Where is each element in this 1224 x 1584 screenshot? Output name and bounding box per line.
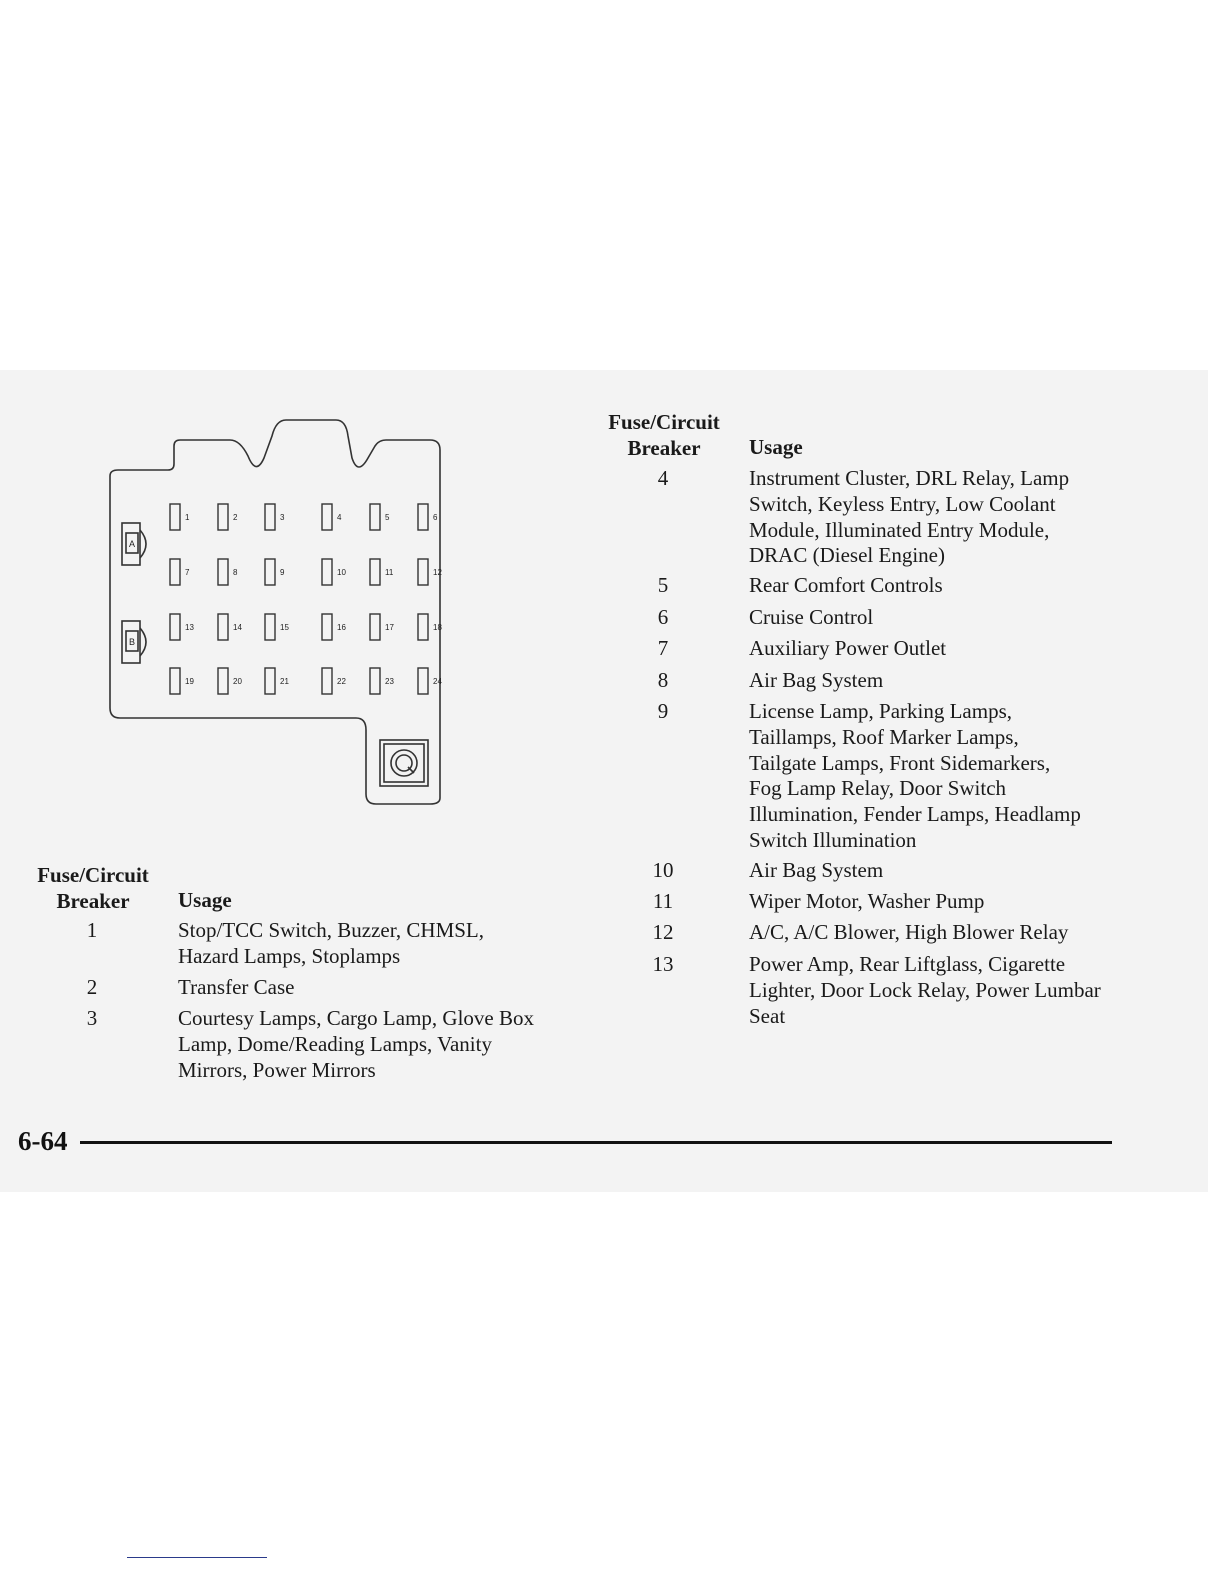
fuse-slot bbox=[322, 504, 342, 530]
right-header-line1: Fuse/Circuit bbox=[608, 410, 720, 434]
fuse-slot-body bbox=[370, 559, 380, 585]
fuse-usage: Stop/TCC Switch, Buzzer, CHMSL, Hazard Lamps, Stoplamps bbox=[178, 918, 484, 968]
left-header-line1: Fuse/Circuit bbox=[37, 863, 149, 887]
fuse-slot-body bbox=[218, 668, 228, 694]
fuse-slot-number: 16 bbox=[337, 623, 346, 632]
fuse-slot-body bbox=[370, 504, 380, 530]
fuse-slot-number: 15 bbox=[280, 623, 289, 632]
fuse-number: 9 bbox=[657, 699, 669, 723]
fuse-slot-body bbox=[370, 668, 380, 694]
right-header-usage: Usage bbox=[749, 435, 803, 459]
fuse-slot bbox=[265, 504, 285, 530]
fuse-slot bbox=[418, 668, 442, 694]
fuse-number: 7 bbox=[657, 636, 669, 660]
relay-b-label: B bbox=[128, 637, 136, 647]
left-header-line2: Breaker bbox=[56, 889, 130, 913]
fuse-number: 8 bbox=[657, 668, 669, 692]
fuse-usage: Air Bag System bbox=[749, 858, 884, 882]
fuse-slot bbox=[322, 559, 346, 585]
fuse-slot-body bbox=[322, 504, 332, 530]
fuse-usage: Rear Comfort Controls bbox=[749, 573, 943, 597]
fuse-slot bbox=[418, 504, 438, 530]
fuse-slot-number: 20 bbox=[233, 677, 242, 686]
left-header-usage: Usage bbox=[178, 888, 232, 912]
fuse-slot-number: 17 bbox=[385, 623, 394, 632]
right-header-line2: Breaker bbox=[627, 436, 701, 460]
fuse-number: 12 bbox=[652, 920, 674, 944]
fuse-slot-body bbox=[265, 668, 275, 694]
fuse-slot-body bbox=[170, 668, 180, 694]
fuse-usage: Cruise Control bbox=[749, 605, 874, 629]
fuse-slot-number: 3 bbox=[280, 513, 285, 522]
fuse-slot-body bbox=[170, 504, 180, 530]
fuse-slot-number: 6 bbox=[433, 513, 438, 522]
fuse-usage: Wiper Motor, Washer Pump bbox=[749, 889, 985, 913]
fuse-number: 1 bbox=[86, 918, 98, 942]
fuse-slot bbox=[170, 559, 190, 585]
fuse-slot bbox=[218, 614, 242, 640]
page-number: 6-64 bbox=[18, 1126, 68, 1156]
fuse-slot-body bbox=[370, 614, 380, 640]
fuse-usage: Air Bag System bbox=[749, 668, 884, 692]
fuse-slot-number: 14 bbox=[233, 623, 242, 632]
fuse-usage: Transfer Case bbox=[178, 975, 295, 999]
fuse-number: 4 bbox=[657, 466, 669, 490]
right-header-fuse-circuit-breaker bbox=[598, 409, 730, 461]
fuse-slot-body bbox=[322, 614, 332, 640]
fuse-slot-number: 24 bbox=[433, 677, 442, 686]
fuse-slot-number: 9 bbox=[280, 568, 285, 577]
fuse-number: 5 bbox=[657, 573, 669, 597]
fuse-number: 6 bbox=[657, 605, 669, 629]
fuse-slot-number: 1 bbox=[185, 513, 190, 522]
bottom-divider bbox=[127, 1557, 267, 1558]
fuse-slot-number: 2 bbox=[233, 513, 238, 522]
fuse-slot-body bbox=[418, 559, 428, 585]
fuse-usage: Instrument Cluster, DRL Relay, Lamp Switch, Keyless Entry, Low Coolant Module, Illuminated Entry Module, DRAC (Diesel Engine) bbox=[749, 466, 1070, 568]
fuse-slot bbox=[265, 559, 285, 585]
fuse-slot-body bbox=[218, 614, 228, 640]
fuse-slot bbox=[218, 504, 238, 530]
fuse-slot-body bbox=[265, 504, 275, 530]
fuse-slot-number: 8 bbox=[233, 568, 238, 577]
fuse-slot-number: 12 bbox=[433, 568, 442, 577]
fuse-usage: Auxiliary Power Outlet bbox=[749, 636, 947, 660]
fuse-slot bbox=[370, 504, 390, 530]
fuse-number: 10 bbox=[652, 858, 674, 882]
fuse-usage: Courtesy Lamps, Cargo Lamp, Glove Box Lamp, Dome/Reading Lamps, Vanity Mirrors, Power Mirrors bbox=[178, 1006, 534, 1082]
fuse-usage: Power Amp, Rear Liftglass, Cigarette Lighter, Door Lock Relay, Power Lumbar Seat bbox=[749, 952, 1101, 1028]
fuse-slot bbox=[322, 614, 346, 640]
fuse-slot-number: 13 bbox=[185, 623, 194, 632]
fuse-slot bbox=[322, 668, 346, 694]
fuse-slot-body bbox=[170, 614, 180, 640]
fuse-slot-number: 5 bbox=[385, 513, 390, 522]
fuse-slot-number: 4 bbox=[337, 513, 342, 522]
fuse-slot bbox=[170, 614, 194, 640]
fuse-slot bbox=[265, 614, 289, 640]
fuse-slot bbox=[370, 614, 394, 640]
fuse-slot-number: 21 bbox=[280, 677, 289, 686]
fuse-slot-body bbox=[322, 559, 332, 585]
fuse-slot-body bbox=[265, 614, 275, 640]
fuse-slot bbox=[218, 559, 238, 585]
fuse-slot-number: 23 bbox=[385, 677, 394, 686]
fuse-slot-number: 18 bbox=[433, 623, 442, 632]
fuse-slot-body bbox=[218, 559, 228, 585]
fuse-slot-body bbox=[322, 668, 332, 694]
fuse-number: 3 bbox=[86, 1006, 98, 1030]
fuse-slot-body bbox=[265, 559, 275, 585]
fuse-slot-body bbox=[418, 504, 428, 530]
fuse-slot bbox=[265, 668, 289, 694]
fuse-grid bbox=[170, 504, 442, 694]
fuse-usage: A/C, A/C Blower, High Blower Relay bbox=[749, 920, 1069, 944]
fuse-slot bbox=[218, 668, 242, 694]
fuse-slot bbox=[418, 559, 442, 585]
fuse-block-diagram bbox=[100, 418, 460, 813]
fuse-slot-body bbox=[218, 504, 228, 530]
fuse-slot-number: 7 bbox=[185, 568, 190, 577]
fuse-number: 11 bbox=[652, 889, 674, 913]
footer-rule bbox=[80, 1141, 1112, 1144]
fuse-slot bbox=[370, 559, 394, 585]
fuse-slot-body bbox=[170, 559, 180, 585]
fuse-slot bbox=[170, 668, 194, 694]
fuse-number: 13 bbox=[652, 952, 674, 976]
fuse-slot-number: 22 bbox=[337, 677, 346, 686]
circuit-breaker bbox=[380, 740, 428, 786]
fuse-slot bbox=[170, 504, 190, 530]
fuse-number: 2 bbox=[86, 975, 98, 999]
left-header-fuse-circuit-breaker bbox=[26, 862, 160, 914]
fuse-slot bbox=[370, 668, 394, 694]
fuse-block-outline bbox=[110, 420, 440, 804]
fuse-slot-body bbox=[418, 614, 428, 640]
fuse-slot-number: 11 bbox=[385, 568, 394, 577]
fuse-slot-number: 10 bbox=[337, 568, 346, 577]
fuse-slot-body bbox=[418, 668, 428, 694]
fuse-slot bbox=[418, 614, 442, 640]
fuse-usage: License Lamp, Parking Lamps, Taillamps, Roof Marker Lamps, Tailgate Lamps, Front Sidemarkers, Fog Lamp Relay, Door Switch Illumination, Fender Lamps, Headlamp Switch Illumination bbox=[749, 699, 1081, 852]
relay-a-label: A bbox=[128, 539, 136, 549]
fuse-slot-number: 19 bbox=[185, 677, 194, 686]
